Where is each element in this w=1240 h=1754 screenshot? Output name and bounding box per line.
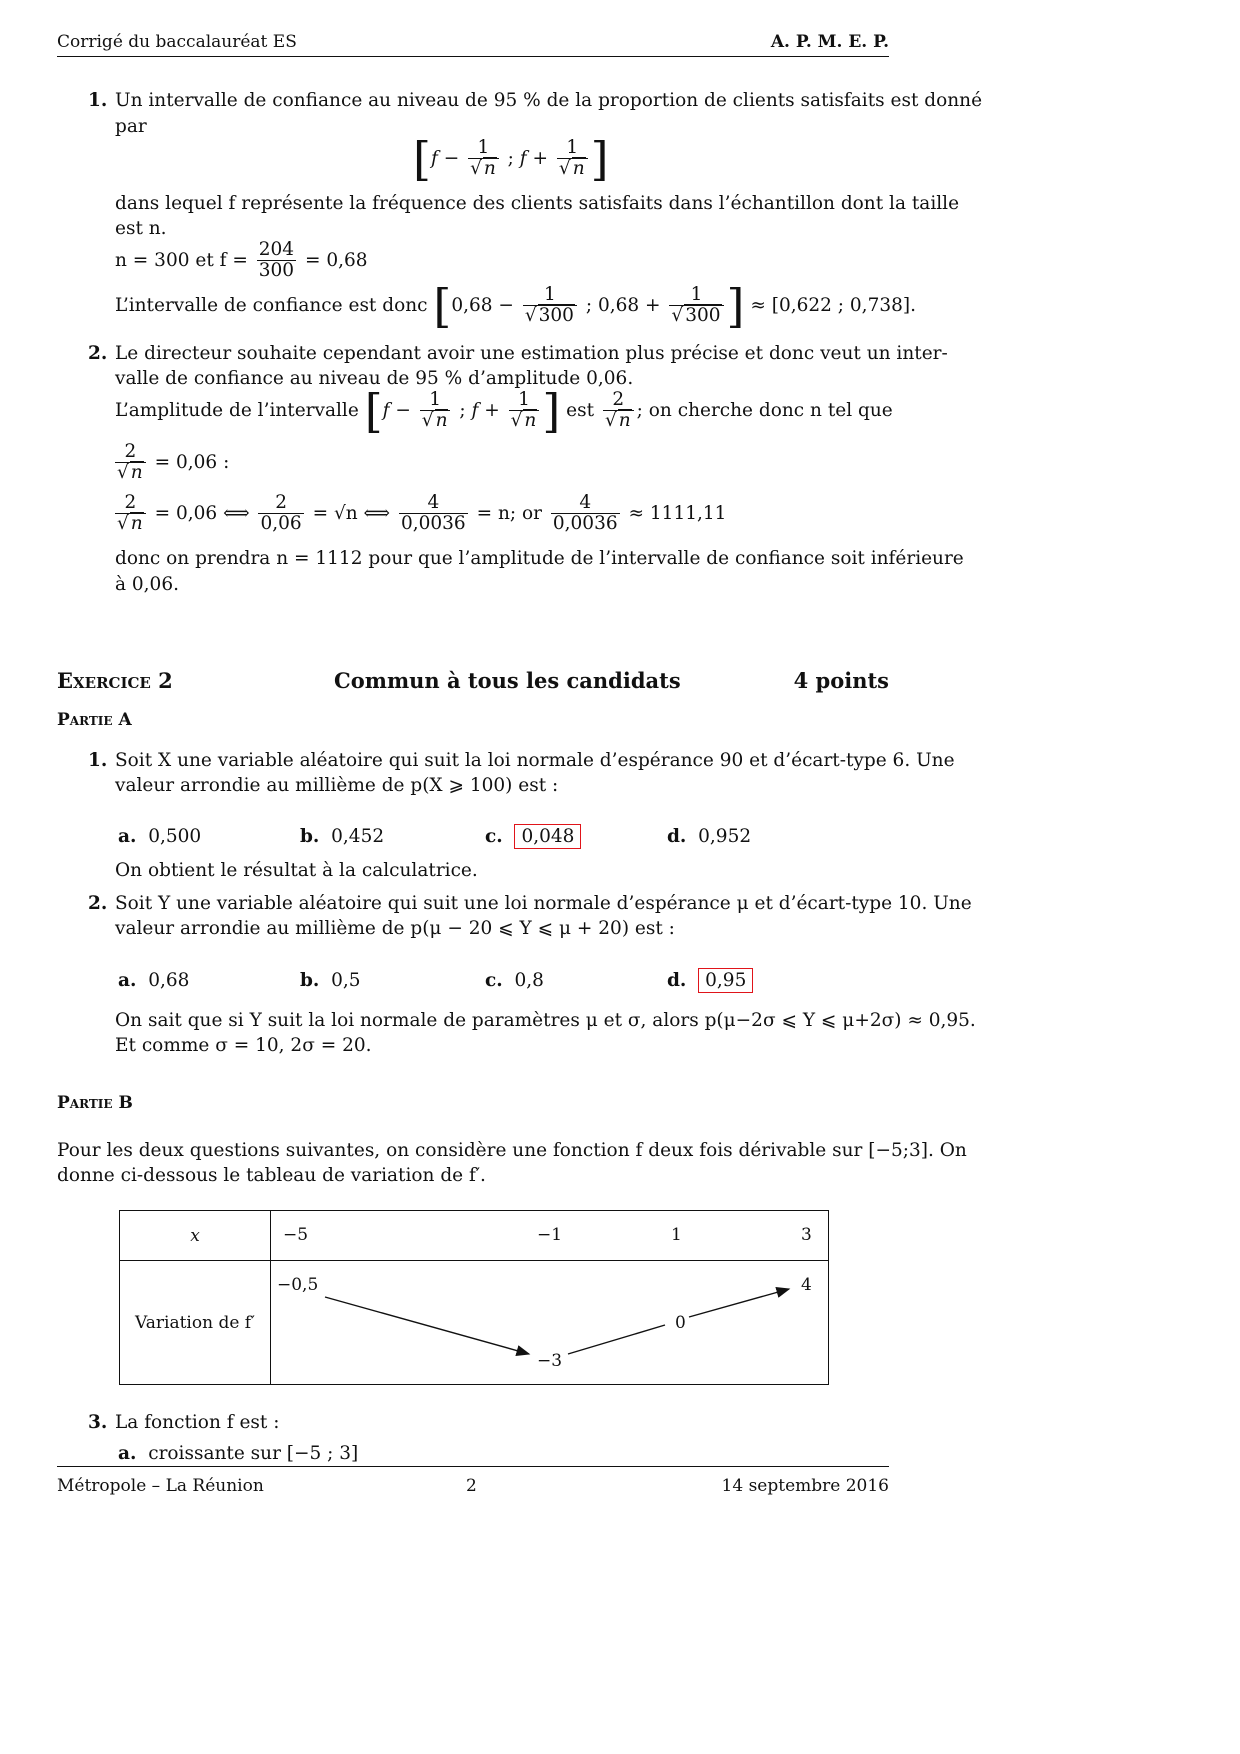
exercise-subtitle: Commun à tous les candidats bbox=[334, 668, 681, 693]
increasing-arrow-part2 bbox=[689, 1289, 789, 1317]
q2-eq2: $\frac{2}{√ n}$ = 0,06 ⟺ $\frac{2}{0,06}$ = √n ⟺ $\frac{4}{0,0036}$ = n; or $\frac{4}{0,0036}$ ≈ 1111,11 bbox=[117, 492, 727, 535]
q2-conclusion1: donc on prendra n = 1112 pour que l’amplitude de l’intervalle de confiance soit inférieure bbox=[115, 548, 964, 569]
q2-amp-intro: L’amplitude de l’intervalle bbox=[115, 399, 359, 421]
q2-line1: Le directeur souhaite cependant avoir une estimation plus précise et donc veut un inter- bbox=[115, 343, 948, 364]
partA-q1-number: 1. bbox=[88, 750, 108, 771]
partA-q2-note2: Et comme σ = 10, 2σ = 20. bbox=[115, 1035, 372, 1056]
partB-q3-text: La fonction f est : bbox=[115, 1412, 280, 1433]
q2-eq1: $\frac{2}{√ n}$ = 0,06 : bbox=[117, 441, 230, 484]
table-row-label: Variation de f′ bbox=[120, 1261, 271, 1385]
q2-den-006: 0,06 bbox=[260, 513, 302, 535]
q1-formula: [f − $\frac{1}{√ n}$ ; f + $\frac{1}{√ n}$ ] bbox=[413, 131, 609, 186]
variation-table bbox=[119, 1210, 829, 1385]
q2-amplitude: L’amplitude de l’intervalle [f − $\frac{1}{√ n}$ ; f + $\frac{1}{√ n}$ ] est $\frac{2}{√ n}$ ; on cherche donc n tel que bbox=[115, 383, 893, 438]
q1-frac-res: = 0,68 bbox=[304, 249, 368, 271]
partA-q1-line1: Soit X une variable aléatoire qui suit la loi normale d’espérance 90 et d’écart-type 6. Une bbox=[115, 750, 955, 771]
x-value: 1 bbox=[671, 1225, 682, 1245]
q1-interval-res: ≈ [0,622 ; 0,738]. bbox=[750, 294, 916, 316]
variation-arrows bbox=[271, 1261, 826, 1385]
header-right: A. P. M. E. P. bbox=[770, 32, 889, 52]
exercise-points: 4 points bbox=[793, 668, 889, 693]
decreasing-arrow bbox=[325, 1297, 529, 1354]
x-value: −1 bbox=[537, 1225, 563, 1245]
q1-interval-a: 0,68 − bbox=[451, 294, 514, 316]
q2-amp-est: est bbox=[566, 399, 595, 421]
q1-line1: Un intervalle de confiance au niveau de 95 % de la proportion de clients satisfaits est donné bbox=[115, 90, 983, 111]
partA-q1-option-d: d. 0,952 bbox=[667, 826, 752, 847]
q1-n-eq bbox=[115, 240, 368, 282]
footer-left: Métropole – La Réunion bbox=[57, 1476, 264, 1496]
partA-q1-note: On obtient le résultat à la calculatrice. bbox=[115, 860, 478, 881]
partA-q2-option-a: a. 0,68 bbox=[118, 970, 190, 991]
footer-right: 14 septembre 2016 bbox=[721, 1476, 889, 1496]
partA-q1-option-b: b. 0,452 bbox=[300, 826, 385, 847]
q1-frac-den: 300 bbox=[258, 260, 295, 282]
variation-value: 0 bbox=[675, 1313, 686, 1333]
partB-title: Partie B bbox=[57, 1093, 133, 1113]
q2-line2: valle de confiance au niveau de 95 % d’amplitude 0,06. bbox=[115, 368, 634, 389]
correct-answer-box: 0,95 bbox=[698, 968, 753, 993]
partA-title: Partie A bbox=[57, 710, 132, 730]
partA-q2-line1: Soit Y une variable aléatoire qui suit une loi normale d’espérance μ et d’écart-type 10. Une bbox=[115, 893, 972, 914]
partB-q3-option-a: a. croissante sur [−5 ; 3] bbox=[118, 1443, 359, 1464]
q1-line3: dans lequel f représente la fréquence des clients satisfaits dans l’échantillon dont la taille bbox=[115, 193, 960, 214]
table-x-label: x bbox=[120, 1211, 271, 1261]
correct-answer-box: 0,048 bbox=[514, 824, 581, 849]
variation-value: 4 bbox=[801, 1275, 812, 1295]
q2-amp-rest: ; on cherche donc n tel que bbox=[636, 399, 893, 421]
partB-q3-number: 3. bbox=[88, 1412, 108, 1433]
q1-number: 1. bbox=[88, 90, 108, 111]
q2-eq2d: ≈ 1111,11 bbox=[628, 502, 727, 524]
q2-eq2a: = 0,06 ⟺ bbox=[154, 502, 250, 524]
table-variation-row bbox=[271, 1261, 829, 1385]
x-value: 3 bbox=[801, 1225, 812, 1245]
q1-interval: L’intervalle de confiance est donc [0,68 − $\frac{1}{√ 300}$ ; 0,68 + $\frac{1}{√ 300}$ ] ≈ [0,622 ; 0,738]. bbox=[115, 278, 916, 333]
footer-rule bbox=[57, 1466, 889, 1467]
partB-intro2: donne ci-dessous le tableau de variation de f′. bbox=[57, 1165, 486, 1186]
partA-q2-number: 2. bbox=[88, 893, 108, 914]
x-value: −5 bbox=[283, 1225, 309, 1245]
q2-number: 2. bbox=[88, 343, 108, 364]
q1-interval-intro: L’intervalle de confiance est donc bbox=[115, 294, 428, 316]
partA-q2-option-b: b. 0,5 bbox=[300, 970, 361, 991]
partA-q1-line2: valeur arrondie au millième de p(X ⩾ 100) est : bbox=[115, 775, 559, 796]
q1-line2: par bbox=[115, 116, 147, 137]
q1-line4: est n. bbox=[115, 218, 167, 239]
q1-interval-b: ; 0,68 + bbox=[585, 294, 661, 316]
q2-den-00036-b: 0,0036 bbox=[552, 513, 618, 535]
q2-den-00036-a: 0,0036 bbox=[400, 513, 466, 535]
q2-conclusion2: à 0,06. bbox=[115, 574, 179, 595]
q2-eq1-text: = 0,06 : bbox=[154, 451, 230, 473]
partB-intro1: Pour les deux questions suivantes, on considère une fonction f deux fois dérivable sur [−5;3]. On bbox=[57, 1140, 967, 1161]
partA-q2-note1: On sait que si Y suit la loi normale de paramètres μ et σ, alors p(μ−2σ ⩽ Y ⩽ μ+2σ) ≈ 0,95. bbox=[115, 1010, 976, 1031]
partA-q2-option-d: d. 0,95 bbox=[667, 970, 753, 991]
header-left: Corrigé du baccalauréat ES bbox=[57, 32, 297, 52]
partA-q1-option-c: c. 0,048 bbox=[485, 826, 581, 847]
partA-q2-option-c: c. 0,8 bbox=[485, 970, 544, 991]
exercise-title: Exercice 2 bbox=[57, 668, 173, 693]
page-number: 2 bbox=[466, 1476, 477, 1496]
partA-q1-option-a: a. 0,500 bbox=[118, 826, 202, 847]
header-rule bbox=[57, 56, 889, 57]
table-x-row bbox=[271, 1211, 829, 1261]
variation-value: −3 bbox=[537, 1351, 563, 1371]
increasing-arrow-part1 bbox=[568, 1325, 665, 1354]
q1-frac-num: 204 bbox=[258, 239, 295, 260]
q2-eq2c: = n; or bbox=[476, 502, 542, 524]
q2-eq2b: = √n ⟺ bbox=[312, 502, 391, 524]
q1-n-eq-text: n = 300 et f = bbox=[115, 249, 248, 271]
variation-value: −0,5 bbox=[277, 1275, 319, 1295]
partA-q2-line2: valeur arrondie au millième de p(μ − 20 ⩽ Y ⩽ μ + 20) est : bbox=[115, 918, 675, 939]
